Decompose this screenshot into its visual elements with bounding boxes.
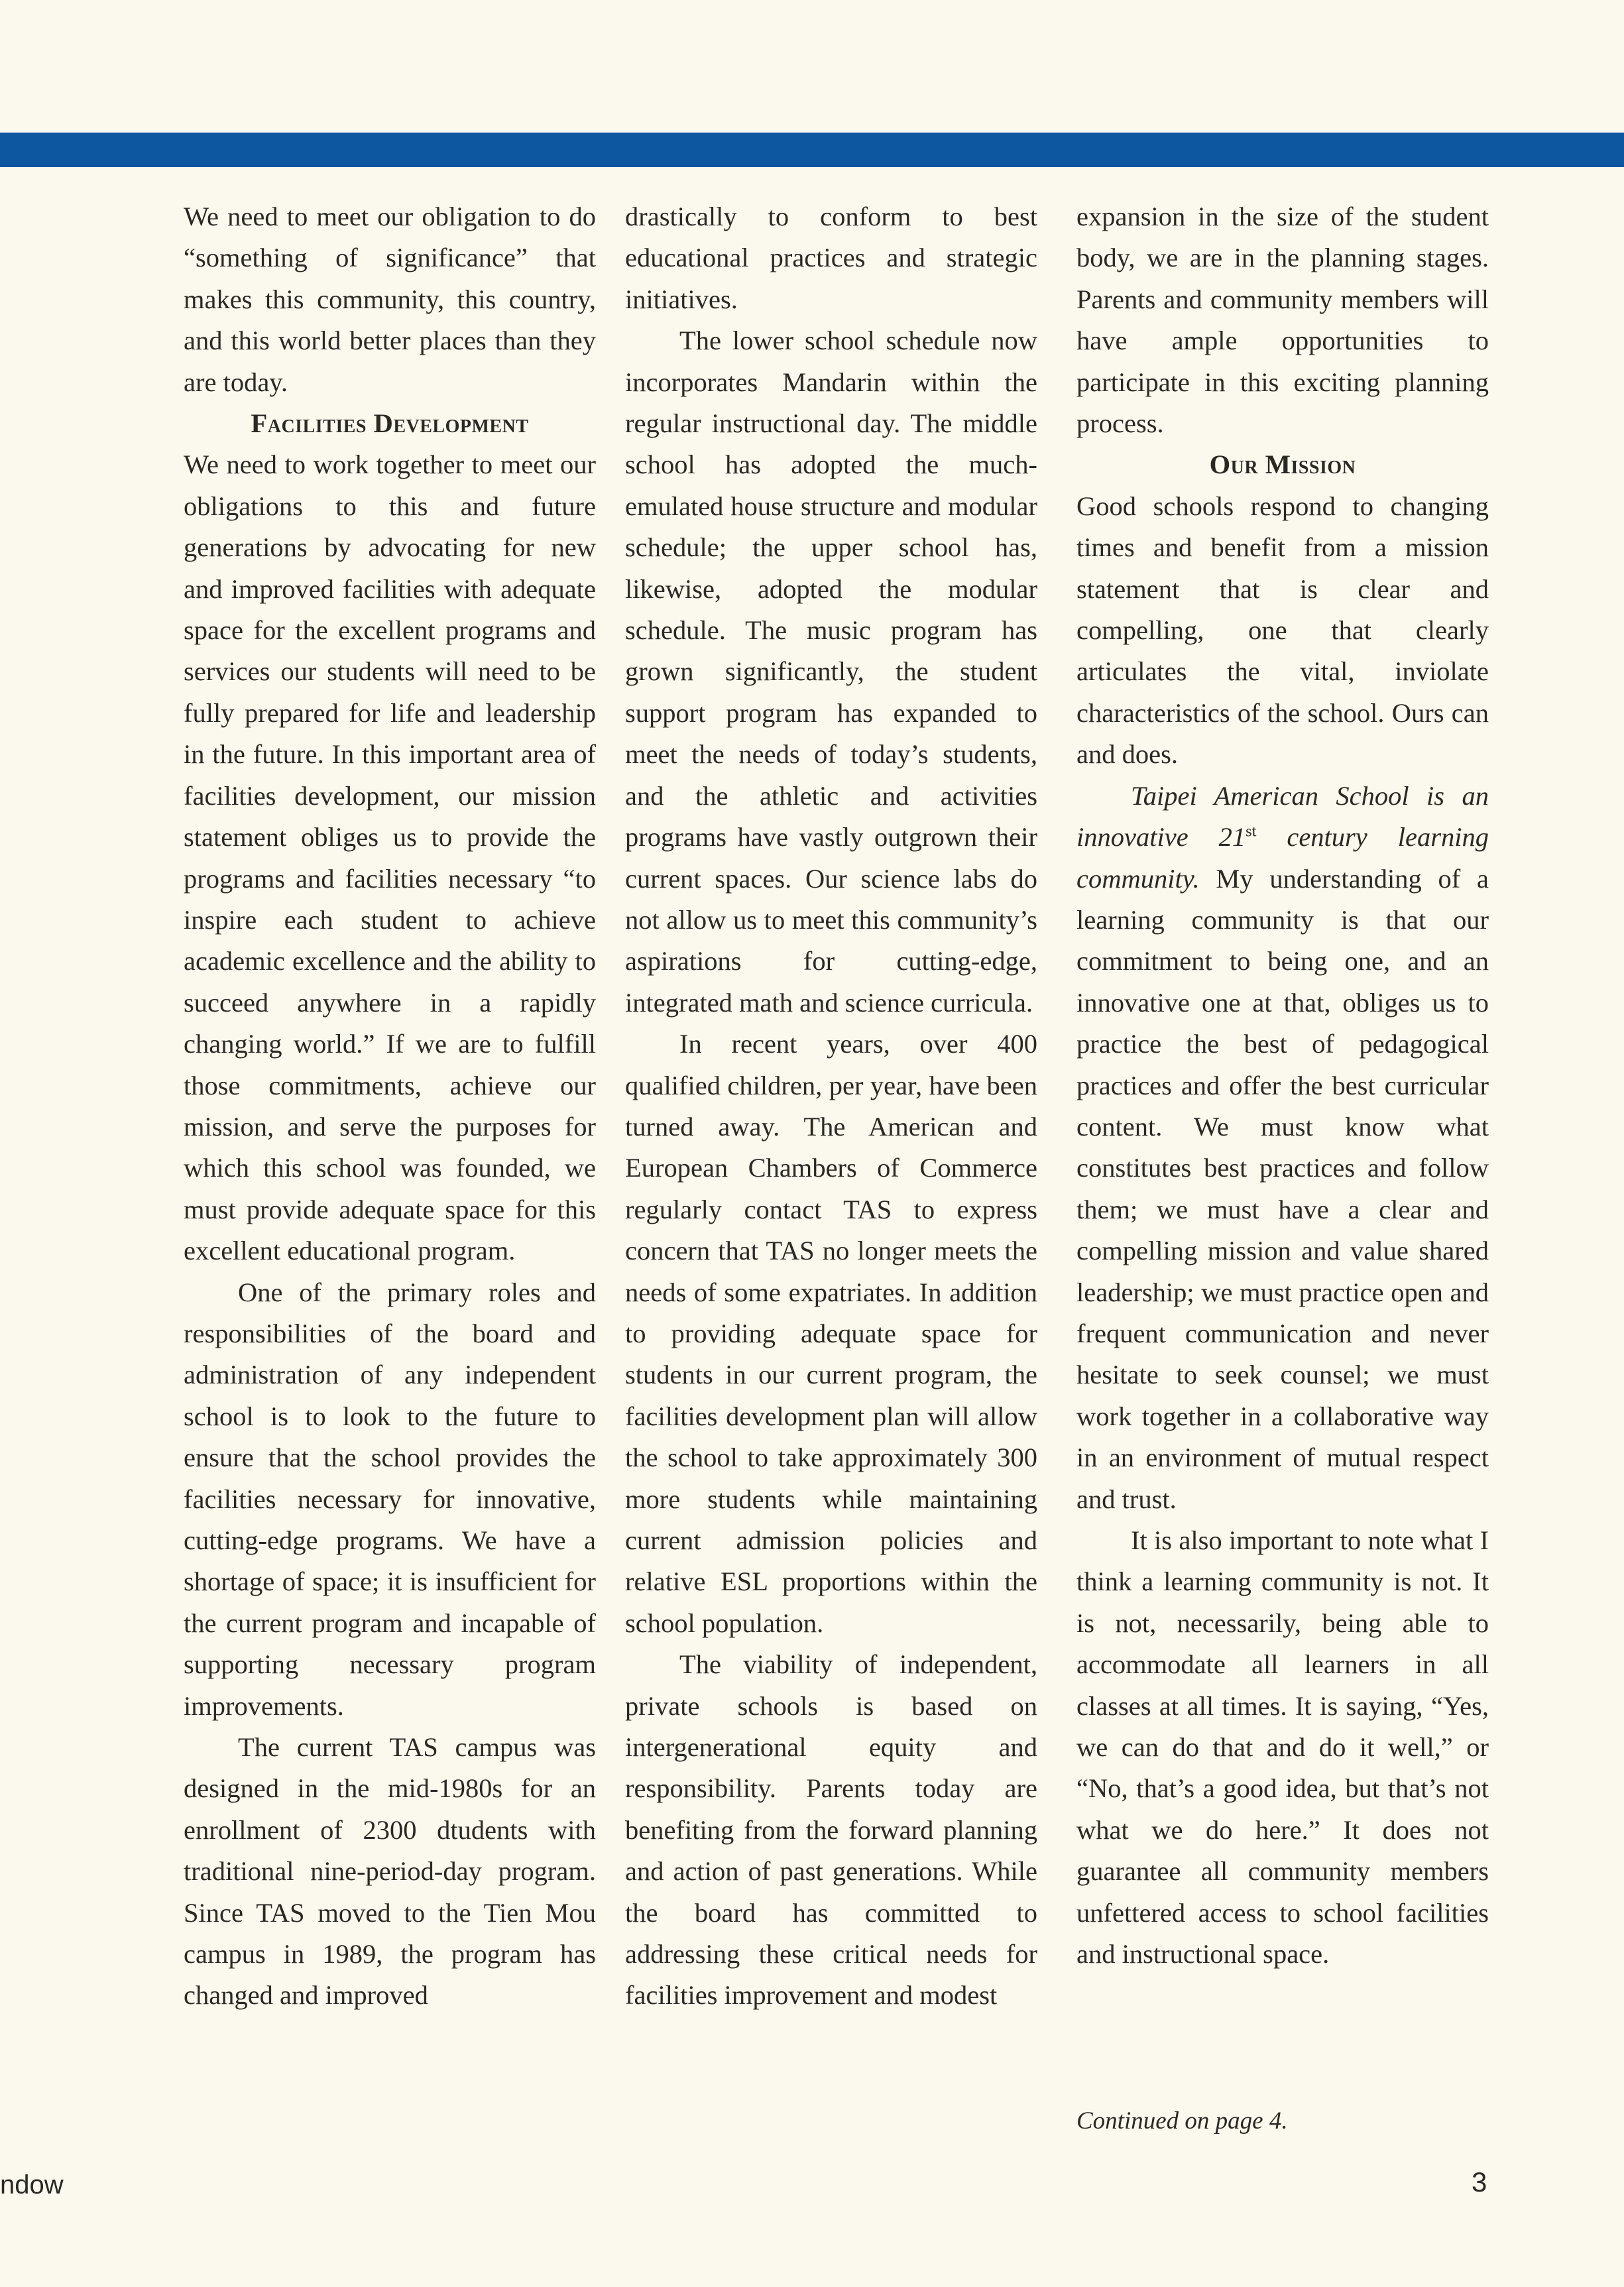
paragraph-mission-statement bbox=[1076, 776, 1489, 1520]
paragraph: One of the primary roles and responsibilities of the board and administration of any independent school is to look to the future to ensure that the school provides the facilities necessary for innovative, cutting-edge programs. We have a shortage of space; it is insufficient for the current program and incapable of supporting necessary program improvements. bbox=[184, 1277, 596, 1721]
mission-quote-part-b: century learning community. bbox=[1076, 822, 1489, 894]
paragraph-rest: My understanding of a learning community is that our commitment to being one, and an innovative one at that, obliges us to practice the best of pedagogical practices and offer the best curricular content. We must know what constitutes best practices and follow them; we must have a clear and compelling mission and value shared leadership; we must practice open and frequent communication and never hesitate to seek counsel; we must work together in a collaborative way in an environment of mutual respect and trust. bbox=[1076, 863, 1489, 1514]
mission-quote-superscript: st bbox=[1246, 822, 1257, 841]
mission-quote-part-a: Taipei American School is an innovative 21 bbox=[1076, 780, 1489, 852]
section-heading-facilities: Facilities Development bbox=[251, 408, 529, 439]
paragraph: expansion in the size of the student body, we are in the planning stages. Parents and community members will have ample opportunities to participate in this exciting planning process. bbox=[1076, 202, 1489, 439]
paragraph: Good schools respond to changing times and benefit from a mission statement that is clear and compelling, one that clearly articulates the vital, inviolate characteristics of the school. Ours can and does. bbox=[1076, 491, 1489, 770]
paragraph: drastically to conform to best educational practices and strategic initiatives. bbox=[625, 202, 1037, 314]
header-color-band bbox=[0, 133, 1624, 167]
paragraph: We need to meet our obligation to do “something of significance” that makes this community, this country, and this world better places than they are today. bbox=[184, 202, 596, 397]
paragraph: It is also important to note what I think a learning community is not. It is not, necessarily, being able to accommodate all learners in all classes at all times. It is saying, “Yes, we can do that and do it well,” or “No, that’s a good idea, but that’s not what we do here.” It does not guarantee all community members unfettered access to school facilities and instructional space. bbox=[1076, 1525, 1489, 1969]
paragraph: In recent years, over 400 qualified children, per year, have been turned away. The American and European Chambers of Commerce regularly contact TAS to express concern that TAS no longer meets the needs of some expatriates. In addition to providing adequate space for students in our current program, the facilities development plan will allow the school to take approximately 300 more students while maintaining current admission policies and relative ESL proportions within the school population. bbox=[625, 1029, 1037, 1638]
page-number: 3 bbox=[1472, 2166, 1487, 2198]
text-column-3 bbox=[1076, 196, 1489, 1975]
paragraph: The viability of independent, private schools is based on intergenerational equity and responsibility. Parents today are benefiting from the forward planning and action of past generations. While the board has committed to addressing these critical needs for facilities improvement and modest bbox=[625, 1649, 1037, 2011]
footer-publication-name: ndow bbox=[0, 2170, 64, 2199]
text-column-2 bbox=[625, 196, 1037, 2017]
continued-note: Continued on page 4. bbox=[1076, 2107, 1288, 2135]
section-heading-mission: Our Mission bbox=[1209, 449, 1356, 480]
paragraph: The lower school schedule now incorporates Mandarin within the regular instructional day. The middle school has adopted the much-emulated house structure and modular schedule; the upper school has, likewise, adopted the modular schedule. The music program has grown significantly, the student support program has expanded to meet the needs of today’s students, and the athletic and activities programs have vastly outgrown their current spaces. Our science labs do not allow us to meet this community’s aspirations for cutting-edge, integrated math and science curricula. bbox=[625, 325, 1037, 1018]
text-column-1 bbox=[184, 196, 596, 2017]
paragraph: The current TAS campus was designed in the mid-1980s for an enrollment of 2300 dtudents with traditional nine-period-day program. Since TAS moved to the Tien Mou campus in 1989, the program has changed and improved bbox=[184, 1732, 596, 2011]
paragraph: We need to work together to meet our obligations to this and future generations by advocating for new and improved facilities with adequate space for the excellent programs and services our students will need to be fully prepared for life and leadership in the future. In this important area of facilities development, our mission statement obliges us to provide the programs and facilities necessary “to inspire each student to achieve academic excellence and the ability to succeed anywhere in a rapidly changing world.” If we are to fulfill those commitments, achieve our mission, and serve the purposes for which this school was founded, we must provide adequate space for this excellent educational program. bbox=[184, 449, 596, 1266]
